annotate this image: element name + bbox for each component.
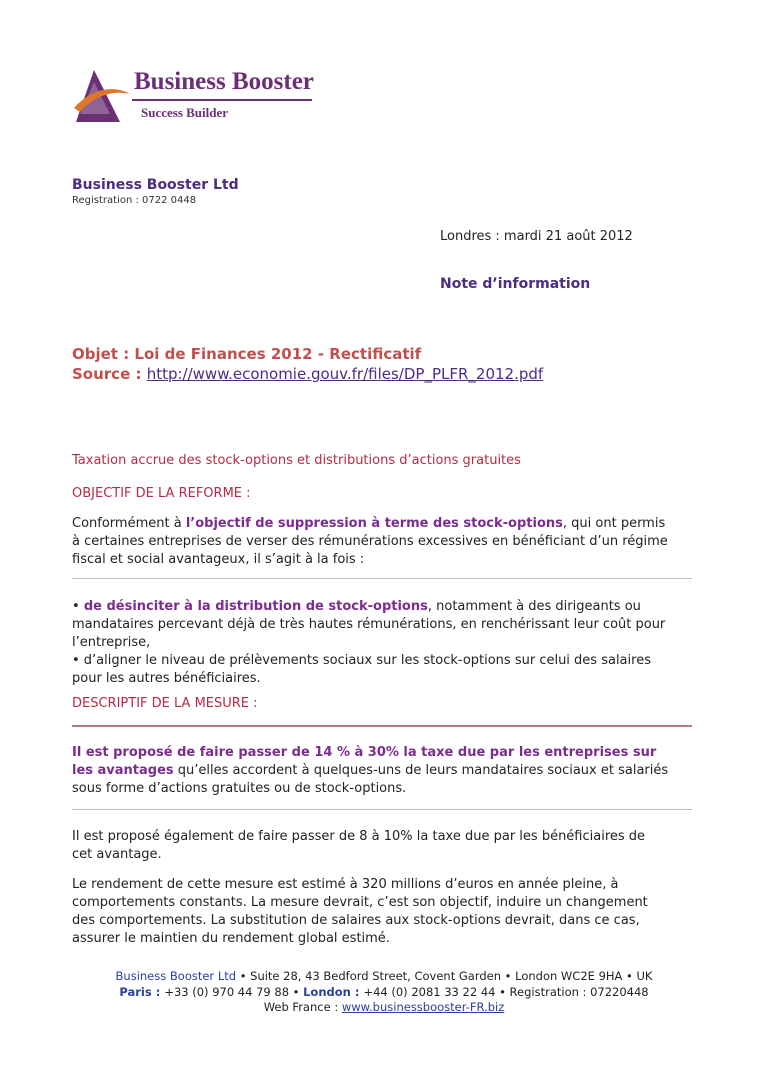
source-link[interactable]: http://www.economie.gouv.fr/files/DP_PLFR_2012.pdf — [146, 365, 544, 383]
note-title: Note d’information — [440, 276, 591, 292]
logo-underline — [132, 99, 312, 102]
measure-paragraph-2: Il est proposé également de faire passer de 8 à 10% la taxe due par les bénéficiaires de cet avantage. — [72, 829, 646, 862]
footer-phones: Paris : +33 (0) 970 44 79 88 • London : +44 (0) 2081 33 22 44 • Registration : 07220448 — [119, 985, 649, 999]
footer-company: Business Booster Ltd — [115, 969, 237, 983]
footer-web: Web France : www.businessbooster-FR.biz — [263, 1000, 505, 1014]
objectif-heading: OBJECTIF DE LA REFORME : — [72, 486, 251, 501]
divider — [72, 809, 692, 810]
logo-tagline: Success Builder — [141, 105, 229, 120]
divider — [72, 578, 692, 579]
logo-brand-text: Business Booster — [134, 68, 314, 95]
footer-address: Business Booster Ltd • Suite 28, 43 Bedford Street, Covent Garden • London WC2E 9HA • UK — [115, 969, 653, 983]
measure-paragraph-3: Le rendement de cette mesure est estimé à 320 millions d’euros en année pleine, à comportements constants. La mesure devrait, c’est son objectif, induire un changement des comportements. La substitution de salaires aux stock-options devrait, dans ce cas, assurer le maintien du rendement global estimé. — [72, 877, 648, 946]
descriptif-heading: DESCRIPTIF DE LA MESURE : — [72, 696, 258, 711]
date-line: Londres : mardi 21 août 2012 — [440, 229, 633, 244]
company-name: Business Booster Ltd — [72, 177, 239, 193]
logo-mark-icon — [72, 64, 132, 126]
measure-paragraph-1: Il est proposé de faire passer de 14 % à 30% la taxe due par les entreprises sur les avantages qu’elles accordent à quelques-uns de leurs mandataires sociaux et salariés sous forme d’actions gratuites ou de stock-options. — [72, 744, 702, 798]
footer-web-link[interactable]: www.businessbooster-FR.biz — [341, 1000, 505, 1014]
objectif-paragraph: Conformément à l’objectif de suppression à terme des stock-options, qui ont permis à certaines entreprises de verser des rémunérations excessives en bénéficiant d’un régime fiscal et social avantageux, il s’agit à la fois : — [72, 516, 668, 567]
bullet-emphasis: de désinciter à la distribution de stock-options — [83, 599, 428, 614]
registration-number: Registration : 0722 0448 — [72, 195, 197, 206]
objectif-emphasis: l’objectif de suppression à terme des stock-options — [185, 516, 563, 531]
source-label: Source : — [72, 365, 147, 383]
bullet-list: • de désinciter à la distribution de stock-options, notamment à des dirigeants ou mandataires percevant déjà de très hautes rémunérations, en renchérissant leur coût pour l’entreprise, • d’aligner le niveau de prélèvements sociaux sur les stock-options sur celui des salaires pour les autres bénéficiaires. — [72, 599, 666, 686]
subject-objet: Objet : Loi de Finances 2012 - Rectificatif — [72, 345, 422, 363]
subject-source — [72, 365, 543, 383]
section-title: Taxation accrue des stock-options et distributions d’actions gratuites — [72, 453, 521, 468]
measure-emphasis: Il est proposé de faire passer de 14 % à 30% la taxe due par les entreprises sur — [72, 745, 657, 760]
divider-thick — [72, 725, 692, 727]
